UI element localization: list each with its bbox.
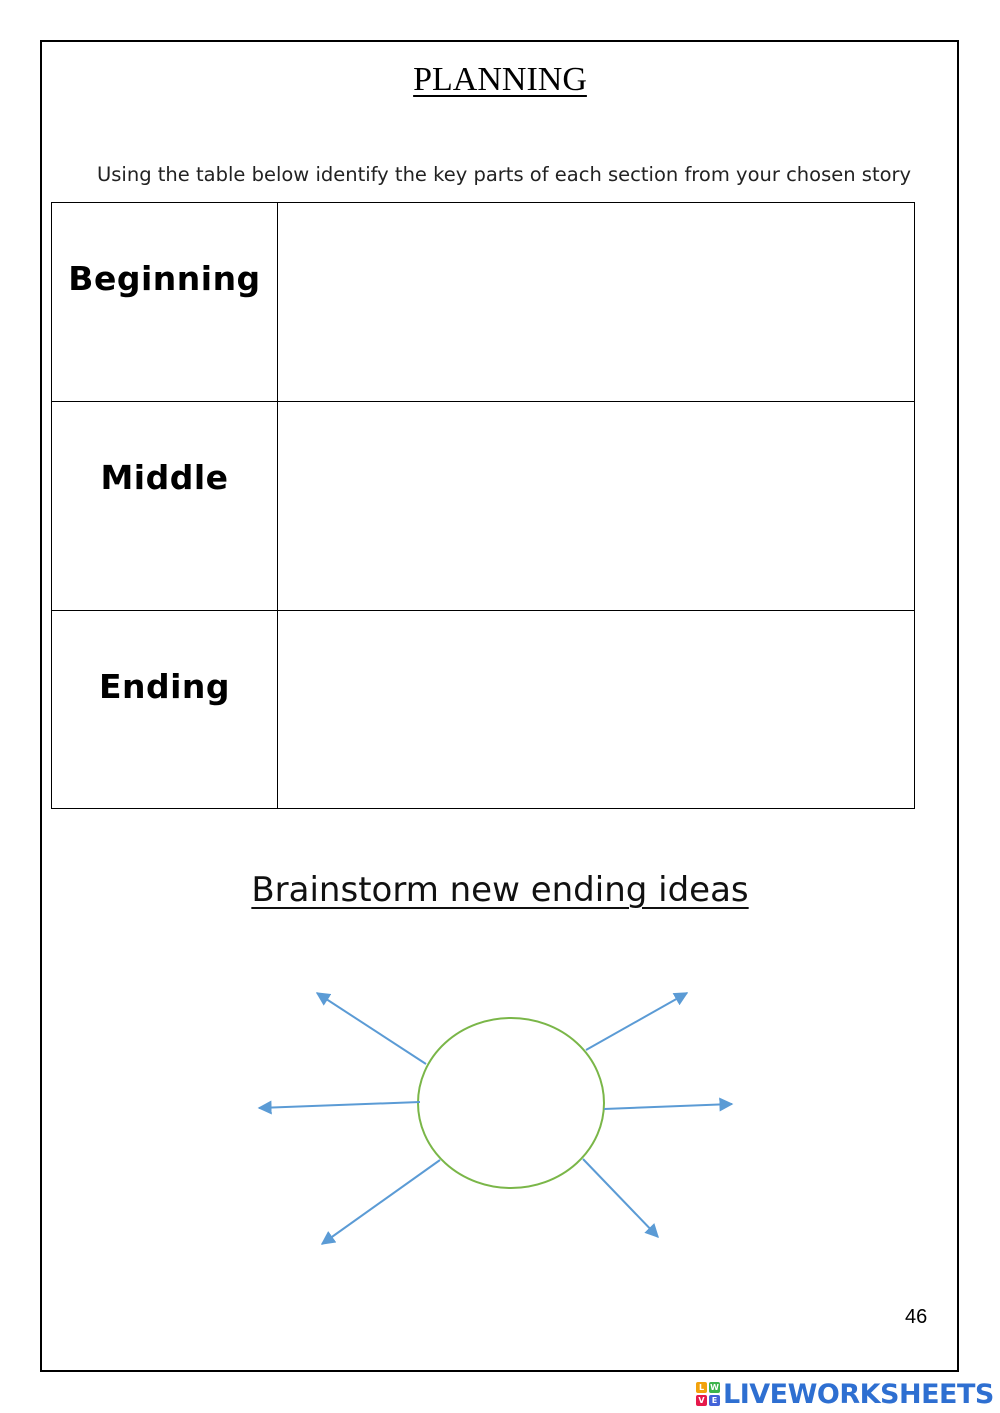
logo-block-e: E [709, 1395, 720, 1406]
page-title-text: PLANNING [413, 61, 587, 98]
arrow-left [259, 1102, 420, 1108]
arrow-upper-left [317, 993, 426, 1064]
row-label-beginning: Beginning [68, 259, 261, 298]
liveworksheets-logo [696, 1378, 994, 1410]
mind-map-center-circle[interactable] [418, 1018, 604, 1188]
arrow-lower-right [583, 1159, 658, 1237]
arrow-lower-left [322, 1160, 440, 1244]
instructions-text: Using the table below identify the key parts of each section from your chosen story [97, 163, 912, 186]
row-label-middle: Middle [100, 458, 229, 498]
logo-block-v: V [696, 1395, 707, 1406]
logo-block-l: L [696, 1382, 707, 1393]
arrow-upper-right [586, 993, 687, 1050]
logo-icon [696, 1382, 720, 1406]
logo-text: LIVEWORKSHEETS [723, 1378, 994, 1410]
logo-block-w: W [710, 1383, 719, 1392]
arrow-right [604, 1104, 732, 1109]
row-label-ending: Ending [98, 666, 231, 706]
page-number: 46 [905, 1306, 928, 1328]
brainstorm-heading-text: Brainstorm new ending ideas [251, 870, 749, 910]
